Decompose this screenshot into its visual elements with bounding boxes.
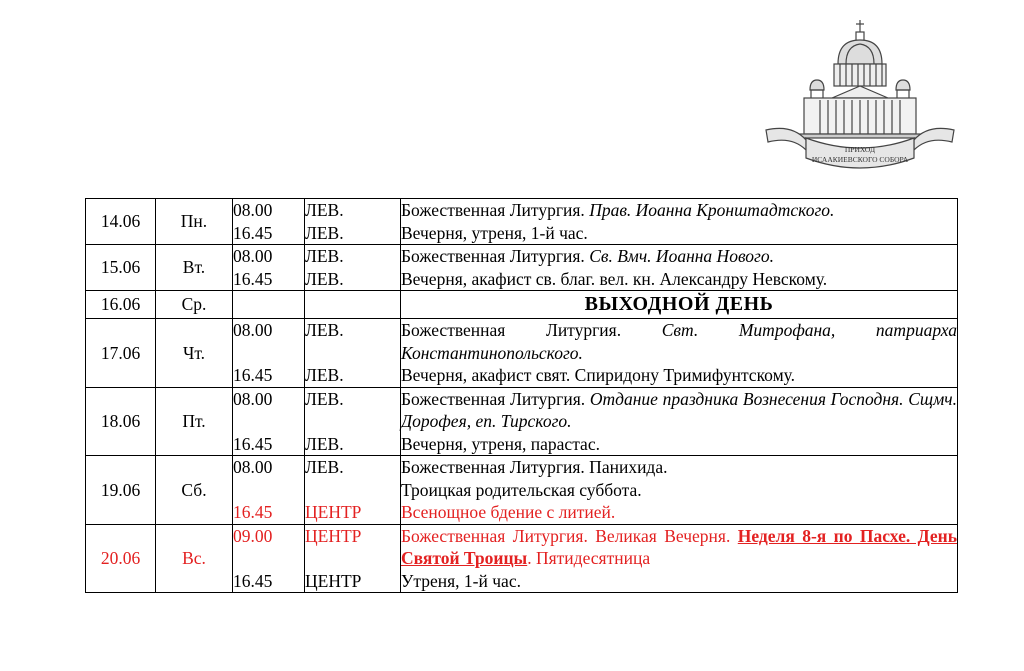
service-title: Божественная Литургия. Великая Вечерня. — [401, 525, 731, 546]
row-weekday: Сб. — [156, 456, 233, 525]
service-place: ЛЕВ. — [305, 365, 344, 385]
service-place: ЛЕВ. — [305, 246, 344, 266]
service-description: Утреня, 1-й час. — [401, 570, 521, 591]
service-commemoration: Отдание праздника Вознесения Господня. Сщмч. Дорофея, еп. Тирского. — [401, 388, 958, 431]
cathedral-icon — [762, 18, 958, 176]
row-places — [305, 245, 401, 291]
service-commemoration: Св. Вмч. Иоанна Нового. — [589, 246, 775, 266]
row-weekday: Вт. — [156, 245, 233, 291]
row-places — [305, 524, 401, 593]
service-description: Вечерня, утреня, 1-й час. — [401, 222, 588, 243]
service-time: 08.00 — [233, 320, 273, 340]
row-description — [401, 199, 958, 245]
row-weekday: Вс. — [156, 524, 233, 593]
row-times — [233, 245, 305, 291]
service-description: Вечерня, акафист свят. Спиридону Тримифунтскому. — [401, 365, 796, 385]
service-time: 08.00 — [233, 388, 273, 409]
day-off-label: ВЫХОДНОЙ ДЕНЬ — [401, 291, 958, 319]
service-title: Божественная Литургия. — [401, 200, 585, 220]
feast-name: Неделя 8-я по Пасхе. День Святой Троицы — [401, 525, 957, 568]
service-time: 16.45 — [233, 222, 273, 243]
service-place: ЦЕНТР — [305, 502, 362, 522]
service-title: Божественная Литургия. — [401, 246, 585, 266]
row-date: 19.06 — [86, 456, 156, 525]
row-weekday: Ср. — [156, 291, 233, 319]
service-commemoration: Свт. Митрофана, патриарха Константинопольского. — [401, 320, 958, 363]
row-date: 16.06 — [86, 291, 156, 319]
row-weekday: Чт. — [156, 319, 233, 388]
service-place: ЛЕВ. — [305, 320, 344, 340]
table-row — [86, 199, 958, 245]
service-title: Божественная Литургия. — [401, 388, 586, 409]
service-note: Троицкая родительская суббота. — [401, 479, 642, 500]
service-description: Вечерня, акафист св. благ. вел. кн. Александру Невскому. — [401, 268, 828, 289]
service-time: 08.00 — [233, 200, 273, 220]
row-date: 15.06 — [86, 245, 156, 291]
table-row — [86, 456, 958, 525]
service-time: 08.00 — [233, 457, 273, 477]
row-date: 17.06 — [86, 319, 156, 388]
table-row — [86, 245, 958, 291]
row-places — [305, 387, 401, 456]
service-time: 16.45 — [233, 268, 273, 289]
row-times — [233, 456, 305, 525]
table-row — [86, 524, 958, 593]
service-description — [401, 388, 957, 433]
row-description — [401, 524, 958, 593]
service-place: ЦЕНТР — [305, 525, 362, 546]
schedule-table — [85, 198, 958, 593]
row-places-empty — [305, 291, 401, 319]
service-description — [401, 245, 957, 268]
row-description — [401, 319, 958, 388]
row-places — [305, 199, 401, 245]
service-time: 08.00 — [233, 246, 273, 266]
service-description: Всенощное бдение с литией. — [401, 502, 616, 522]
row-weekday: Пн. — [156, 199, 233, 245]
service-time: 16.45 — [233, 570, 273, 591]
service-time: 16.45 — [233, 365, 273, 385]
service-place: ЛЕВ. — [305, 200, 344, 220]
service-description — [401, 525, 957, 570]
row-times — [233, 319, 305, 388]
row-date: 20.06 — [86, 524, 156, 593]
row-times — [233, 387, 305, 456]
service-description — [401, 199, 957, 222]
service-place: ЛЕВ. — [305, 433, 344, 454]
table-row — [86, 319, 958, 388]
row-places — [305, 456, 401, 525]
row-description — [401, 387, 958, 456]
service-place: ЛЕВ. — [305, 388, 344, 409]
row-description — [401, 456, 958, 525]
service-time: 16.45 — [233, 433, 273, 454]
row-description — [401, 245, 958, 291]
service-place: ЛЕВ. — [305, 222, 344, 243]
row-times-empty — [233, 291, 305, 319]
feast-suffix: . Пятидесятница — [527, 548, 651, 568]
table-row — [86, 387, 958, 456]
logo-line1: ПРИХОД — [844, 145, 876, 154]
service-description — [401, 319, 957, 364]
service-place: ЛЕВ. — [305, 457, 344, 477]
service-place: ЦЕНТР — [305, 570, 362, 591]
table-row — [86, 291, 958, 319]
service-time: 16.45 — [233, 502, 273, 522]
logo-line2: ИСААКИЕВСКОГО СОБОРА — [811, 155, 909, 164]
service-description: Божественная Литургия. Панихида. — [401, 457, 668, 477]
cathedral-logo — [762, 18, 958, 176]
service-title: Божественная Литургия. — [401, 320, 622, 340]
service-time: 09.00 — [233, 525, 273, 546]
row-date: 18.06 — [86, 387, 156, 456]
row-places — [305, 319, 401, 388]
row-weekday: Пт. — [156, 387, 233, 456]
service-description: Вечерня, утреня, парастас. — [401, 433, 600, 454]
row-times — [233, 524, 305, 593]
service-place: ЛЕВ. — [305, 268, 344, 289]
service-commemoration: Прав. Иоанна Кронштадтского. — [589, 200, 835, 220]
row-times — [233, 199, 305, 245]
row-date: 14.06 — [86, 199, 156, 245]
